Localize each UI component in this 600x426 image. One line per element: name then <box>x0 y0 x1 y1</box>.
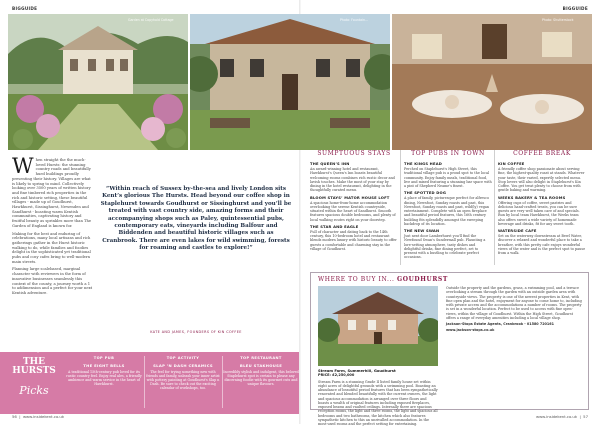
section-text: Just next door Lamberhurst you'll find the Newfound Swan's Sundermall pub. Flaunting a lore-setting atmosphere, tasty dishes and delightful drinks, fine dining perfect, set to present with a bustling to celebrate perfect occasions. <box>404 234 492 260</box>
property-description-1: Stream Farm is a stunning Grade II listed family house set within eight acres of delightful grounds with a swimming pool. Boasting an abundance of beautiful period features that has been sympathetically renovated and blended beautifully with the current owners, the light and spacious accommodation is arranged over three floors and boasts a wealth of original features including exposed fireplaces, exposed beams and vaulted ceilings. Internally there are spacious reception rooms, the light and three rooms, the light and spacious all bedrooms and two bathrooms, the kitchen which also features sympathetic kitchen to this an unrivalled accommodation. In the most-used rooms and the perfect setting for entertaining. <box>318 380 438 426</box>
section-text: Perched on Staplehurst's High Street, this traditional village pub is a proud spot to the local community. Enjoy family meals, traditional food, live and mixed featuring a stunning bar space with a pint of Shepherd Neame's finest. <box>404 167 492 188</box>
running-header-right: BIGGUIDE <box>563 6 588 11</box>
section-heading: THE QUEEN’S INN <box>310 162 398 166</box>
where-property-details <box>446 286 582 333</box>
where-to-buy-location: GOUDHURST <box>397 276 448 283</box>
column-divider <box>400 150 401 265</box>
property-name: Stream Farm, Summerhill, Goudhurst <box>318 369 438 373</box>
intro-article <box>12 158 94 296</box>
drop-cap: W <box>12 158 34 174</box>
stays-column <box>310 162 398 254</box>
property-description-2: Outside the property and the gardens, grass, a swimming pool, and a terrace overlooking a stream through the garden with an outside garden area with countryside views. The property is one of the newest properties in Kent, with fine open plan and the hotel, enjoyment for anyone to come home to, including with private access and the accommodations a number of rooms. The property is set in a wonderful location. Perfect to be used to access with fine open-views, within the village of Goudhurst. Within the High Street, Goudhurst offers a range of everyday amenities including a local village shop. <box>446 286 582 320</box>
section-text: A friendly coffee shop passionate about serving fine, the highest-quality roast at stands. Whatever your taste, their varied, expertly selected menu. Stop lovers will also delight in Staplehurst's Kin Coffee. You get treat plenty to choose from with gentle baking and warming. <box>498 167 586 193</box>
section-heading: WATERSIDE CAFE <box>498 229 586 233</box>
footer-right: www.insidekent.co.uk | 57 <box>536 414 588 419</box>
pub-photo <box>190 14 390 150</box>
section-text: A place of family, picturesque perfect for alfresco dining, Newsfoot, Sunday roasts and past, this Newsfoot, Sunday roasts and past, wild(ly) vegan entertainment. Complete with an open fireplace and beautiful period features, this 16th century building fits splendidly amongst the sweeping backdrop of its location. <box>404 196 492 226</box>
dining-photo <box>392 14 592 150</box>
pub-illustration <box>190 14 390 150</box>
section-text: Offering cups of coffee, sweet pastries and delicious hand-crafted treats, you can be sure guests are very well taken care of and specials. Run by local team Hawkhurst, the Weeks team also offers sweet a wide variety of homemade beverage and drinks, fit for any sweet tooth. <box>498 201 586 227</box>
coffee-column <box>498 162 586 258</box>
pick-description: Incredibly stylish and indulgent, this beloved Staplehurst spot is certain to please any discerning foodie with its gourmet cuts and unique flavours. <box>223 370 299 386</box>
pick-top-restaurant <box>223 356 299 386</box>
pick-top-activity <box>145 356 221 390</box>
agent-website[interactable]: www.jackson-stops.co.uk <box>446 328 582 332</box>
column-title-pubs: TOP PUBS IN TOWN <box>402 150 494 157</box>
pull-quote-credit: KATE AND JAMES, FOUNDERS OF KIN COFFEE <box>100 330 292 334</box>
pick-description: A traditional 15th-century pub loved for its rustic country feel. Enjoy real ales, a friendly ambience and warm service in the heart of Hawkhurst. <box>66 370 142 386</box>
column-divider <box>494 150 495 265</box>
pick-top-pub <box>66 356 142 386</box>
intro-paragraph-2: Making for the best and enduring of celebrations, many local artisans and rich gatherings gather in the Hurst historic walking to do, while families and foodies delight in the sophisticated yet traditional pubs and cosy cafes bring to well-modern main streets. <box>12 232 94 265</box>
top-picks-banner <box>0 352 299 414</box>
running-header-left: BIGGUIDE <box>12 6 37 11</box>
pub-photo-credit: Photo: Fountain... <box>340 18 368 22</box>
section-heading: THE SPOTTED DOG <box>404 191 492 195</box>
agent-contact: Jackson-Stops Estate Agents, Cranbrook - 01580 720161 <box>446 322 582 326</box>
footer-site-left: www.insidekent.co.uk <box>23 414 64 419</box>
pick-category: TOP ACTIVITY <box>145 356 221 360</box>
banner-title: THE HURSTS <box>4 358 64 376</box>
pick-description: The feel for trying something new with friends and family, unleash your inner artist with pottery painting at Goudhurst's Slap n Dash. Be sure to check out the exciting calendar of workshops, too. <box>145 370 221 390</box>
section-heading: THE NEW SWAN <box>404 229 492 233</box>
intro-paragraph-1: hen straight the the much-loved Hursts: the stunning country roads and beautifully hued buildings proudly presenting their history. Villages are what is likely to spring to mind. Collectively looking over 3500 years of written history and fine timbered rich properties in the rich and historic setting, these beautiful villages - made up of Goudhurst, Hawkhurst, Sissinghurst, Newenden and Sandhurst - boasting warm Kentish communities, captivating history and fruitful beauty as sprinkles more than The Garden of England is known for. <box>12 158 91 228</box>
garden-photo <box>8 14 188 150</box>
section-heading: WEEKS BAKERY & TEA ROOMS <box>498 196 586 200</box>
pull-quote: “Within reach of Sussex by-the-sea and lively London sits Kent’s glorious The Hursts. Head beyond our coffee shop in Staplehurst towards Goudhurst or Sissinghurst and you’ll be treated with vast country side, amazing forms and their accompanying shops such as Paley, quintessential pubs, contemporary eats, vineyards including Balfour and Biddenden and beautiful historic villages such as Cranbrook. There are even lakes for wild swimming, forests for roaming and castles to explore!” <box>100 186 292 253</box>
section-heading: THE STAR AND EAGLE <box>310 225 398 229</box>
section-heading: THE KINGS HEAD <box>404 162 492 166</box>
garden-illustration <box>8 14 188 150</box>
property-illustration <box>318 286 438 366</box>
pick-category: TOP PUB <box>66 356 142 360</box>
footer-site-right: www.insidekent.co.uk <box>536 414 577 419</box>
footer-left: 56 | www.insidekent.co.uk <box>12 414 64 419</box>
section-text: An award-winning hotel and restaurant, Hawkhurst's Queen's Inn boasts beautiful welcoming rooms combines rich rustic decor and lavish touches. Make the most of your stay by dining in the hotel restaurant, delighting in the thoughtfully curated menu. <box>310 167 398 193</box>
dining-illustration <box>392 14 592 150</box>
pick-name: SLAP ’N DASH CERAMICS <box>145 363 221 368</box>
property-photo <box>318 286 438 366</box>
pubs-column <box>404 162 492 263</box>
dining-photo-credit: Photo: Shutterstock <box>542 18 573 22</box>
column-title-coffee: COFFEE BREAK <box>496 150 588 157</box>
where-property-info <box>318 369 438 426</box>
section-heading: KIN COFFEE <box>498 162 586 166</box>
section-text: Set on the waterway downstream at Bewl Water, discover a relaxed and wonderful place to take a breather, with this pretty cafe enjoys wonderful views of the water and is the perfect spot to pause from a walk. <box>498 234 586 255</box>
page-number-right: 57 <box>583 414 588 419</box>
section-text: Full of character and dating back to the 14th century, this 10-bedroom hotel and restaurant blends modern luxury with historic beauty to offer guests a comfortable and charming stay in the village of Goudhurst. <box>310 230 398 251</box>
where-to-buy-label: WHERE TO BUY IN... <box>318 276 395 283</box>
banner-top-label: Top <box>4 340 64 353</box>
garden-photo-credit: Garden at Copyhold Cottage <box>128 18 174 22</box>
pick-category: TOP RESTAURANT <box>223 356 299 360</box>
page-number-left: 56 <box>12 414 17 419</box>
intro-paragraph-3: Planning large scalebased, marginal character with reviewers in the form of innovative businesses seamlessly this context of the county, a journey worth a 1 to addimension and a perfect for your next Kentish adventure. <box>12 267 94 295</box>
pick-name: THE EIGHT BELLS <box>66 363 142 368</box>
where-to-buy-title <box>318 276 448 283</box>
banner-picks-label: Picks <box>4 384 64 397</box>
pick-name: BLEU STAKHOUSE <box>223 363 299 368</box>
column-title-stays: SUMPTUOUS STAYS <box>308 150 400 157</box>
property-price: PRICE: £2,250,000 <box>318 373 438 377</box>
section-heading: BLOOM STAYS’ MATOR HOUSE LOFT <box>310 196 398 200</box>
section-text: A spacious home-from-home accommodation overlooking the serene Kentish countryside, situated within the heart of Sandhurst. Smooth features spacious double bedrooms, and plenty of local walking routes right on your doorstep. <box>310 201 398 222</box>
